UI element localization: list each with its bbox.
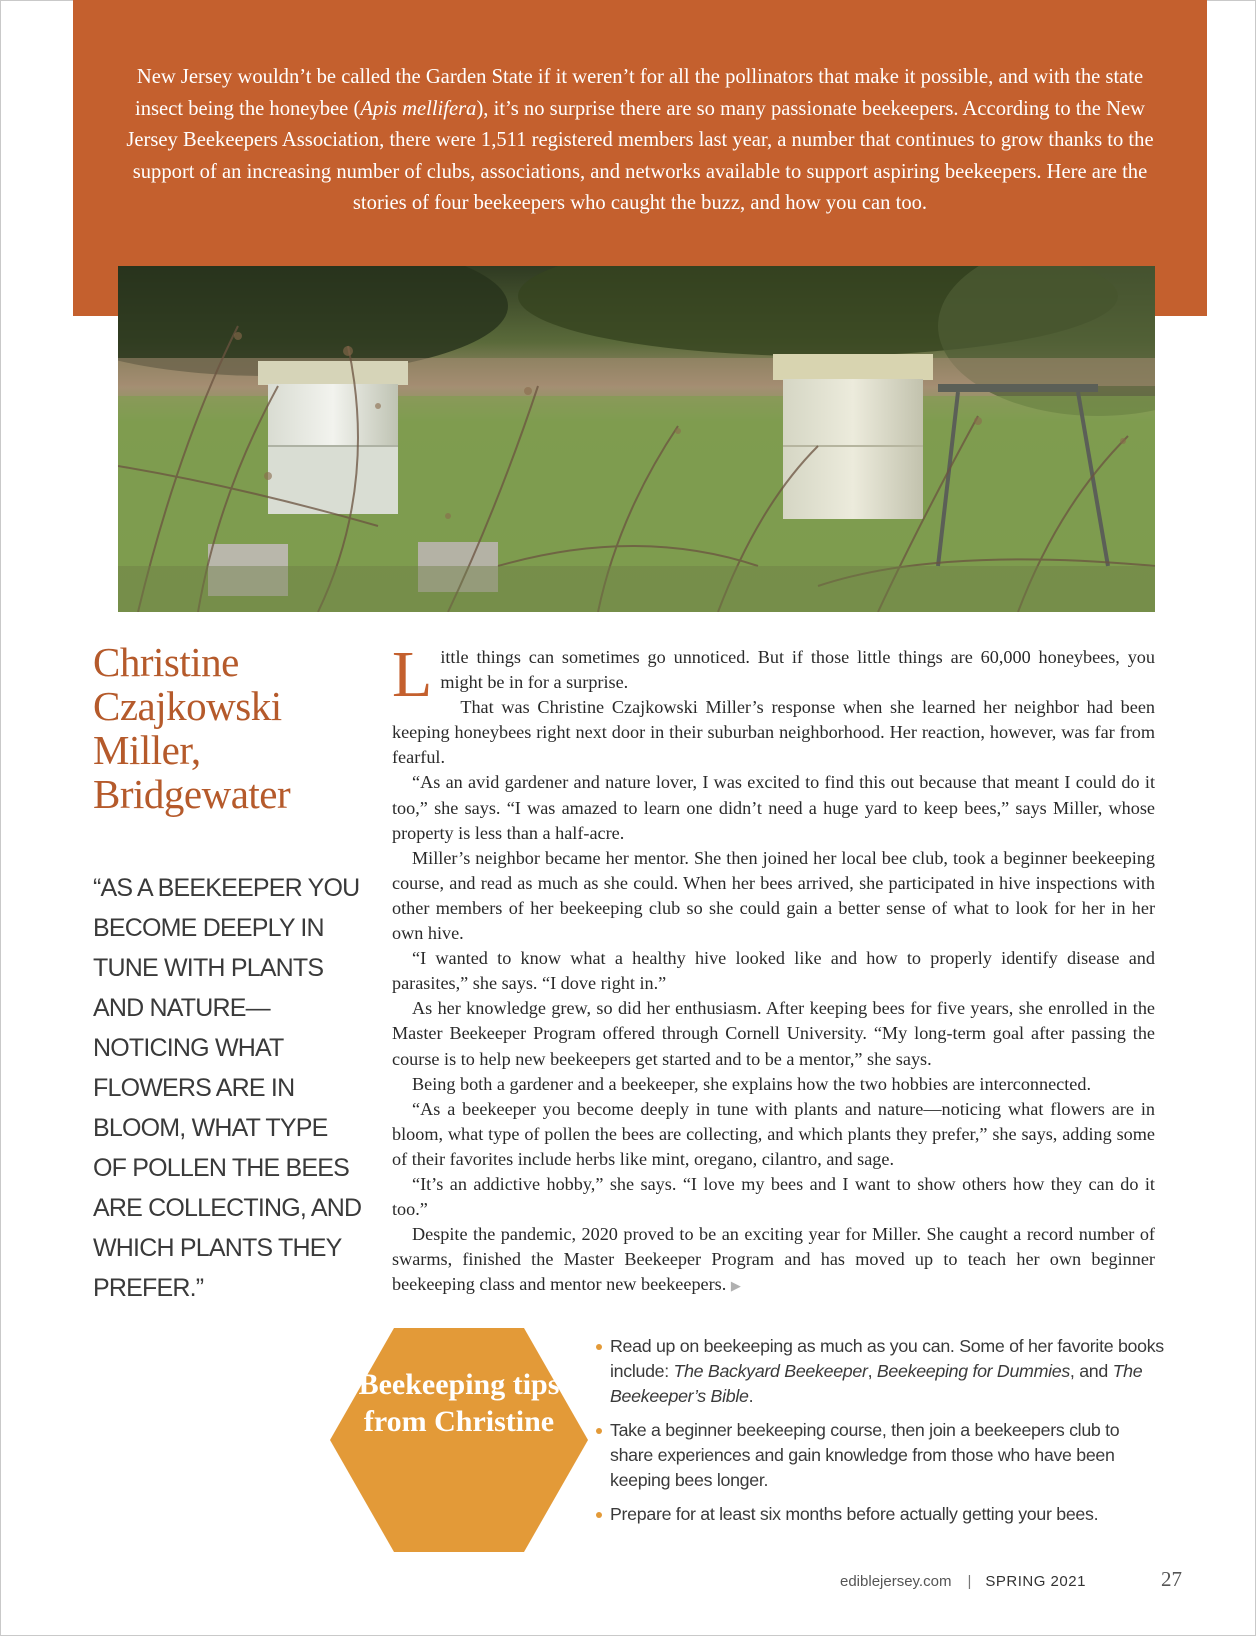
article-paragraph: “As an avid gardener and nature lover, I was excited to find this out because that meant I could do it too,” she says. “I was amazed to learn one didn’t need a huge yard to keep bees,” says Miller, whose property is less than a half-acre. xyxy=(392,772,1155,843)
beehive-photo xyxy=(118,266,1155,612)
article-paragraph: Being both a gardener and a beekeeper, she explains how the two hobbies are interconnected. xyxy=(412,1073,1092,1094)
tip-item: Take a beginner beekeeping course, then join a beekeepers club to share experiences and gain knowledge from those who have been keeping bees longer. xyxy=(596,1418,1166,1493)
page-footer xyxy=(840,1567,1182,1592)
article-paragraph: As her knowledge grew, so did her enthusiasm. After keeping bees for five years, she enrolled in the Master Beekeeper Program offered through Cornell University. “My long-term goal after passing the course is to help new beekeepers get started and to be a mentor,” she says. xyxy=(392,998,1155,1069)
continue-arrow-icon: ▶ xyxy=(730,1278,741,1294)
article-paragraph-last: Despite the pandemic, 2020 proved to be an exciting year for Miller. She caught a record number of swarms, finished the Master Beekeeper Program and has moved up to teach her own beginner beekeeping class and mentor new beekeepers. ▶ xyxy=(392,1224,1155,1295)
profile-headline: Christine Czajkowski Miller, Bridgewater xyxy=(93,639,291,817)
article-paragraph: “It’s an addictive hobby,” she says. “I love my bees and I want to show others how they can do it too.” xyxy=(392,1173,1155,1220)
article-paragraph: That was Christine Czajkowski Miller’s response when she learned her neighbor had been keeping honeybees right next door in their suburban neighborhood. Her reaction, however, was far from fearful. xyxy=(392,697,1155,768)
tip-item: Prepare for at least six months before actually getting your bees. xyxy=(596,1502,1166,1527)
tips-badge xyxy=(330,1328,588,1552)
article-paragraph: Miller’s neighbor became her mentor. She then joined her local bee club, took a beginner beekeeping course, and read as much as she could. When her bees arrived, she participated in hive inspections with other members of her beekeeping club so she could gain a better sense of what to look for her in her own hive. xyxy=(392,847,1155,944)
drop-cap: L xyxy=(392,638,433,711)
article-body xyxy=(392,638,1155,1298)
species-name: Apis mellifera xyxy=(360,97,477,120)
article-paragraph-1: Little things can sometimes go unnoticed. But if those little things are 60,000 honeybees, you might be in for a surprise. xyxy=(392,638,1155,711)
footer-separator: | xyxy=(967,1573,972,1590)
hexagon-shape xyxy=(330,1328,588,1552)
tips-list xyxy=(596,1334,1166,1536)
tip-item: Read up on beekeeping as much as you can. Some of her favorite books include: The Backyard Beekeeper, Beekeeping for Dummies, and The Beekeeper’s Bible. xyxy=(596,1334,1166,1409)
site-url: ediblejersey.com xyxy=(840,1573,952,1590)
tips-title: Beekeeping tips from Christine xyxy=(358,1368,560,1438)
intro-paragraph: New Jersey wouldn’t be called the Garden State if it weren’t for all the pollinators that make it possible, and with the state insect being the honeybee (Apis mellifera), it’s no surprise there are so many passionate beekeepers. According to the New Jersey Beekeepers Association, there were 1,511 registered members last year, a number that continues to grow thanks to the support of an increasing number of clubs, associations, and networks available to support aspiring beekeepers. Here are the stories of four beekeepers who caught the buzz, and how you can too. xyxy=(126,66,1154,214)
pull-quote: “AS A BEEKEEPER YOU BECOME DEEPLY IN TUNE WITH PLANTS AND NATURE—NOTICING WHAT FLOWERS ARE IN BLOOM, WHAT TYPE OF POLLEN THE BEES ARE COLLECTING, AND WHICH PLANTS THEY PREFER.” xyxy=(93,874,362,1302)
issue-label: SPRING 2021 xyxy=(985,1573,1086,1590)
article-paragraph: “As a beekeeper you become deeply in tune with plants and nature—noticing what flowers are in bloom, what type of pollen the bees are collecting, and which plants they prefer,” she says, adding some of their favorites include herbs like mint, oregano, cilantro, and sage. xyxy=(392,1098,1155,1169)
article-paragraph: “I wanted to know what a healthy hive looked like and how to properly identify disease and parasites,” she says. “I dove right in.” xyxy=(392,948,1155,994)
page-number: 27 xyxy=(1161,1567,1182,1591)
